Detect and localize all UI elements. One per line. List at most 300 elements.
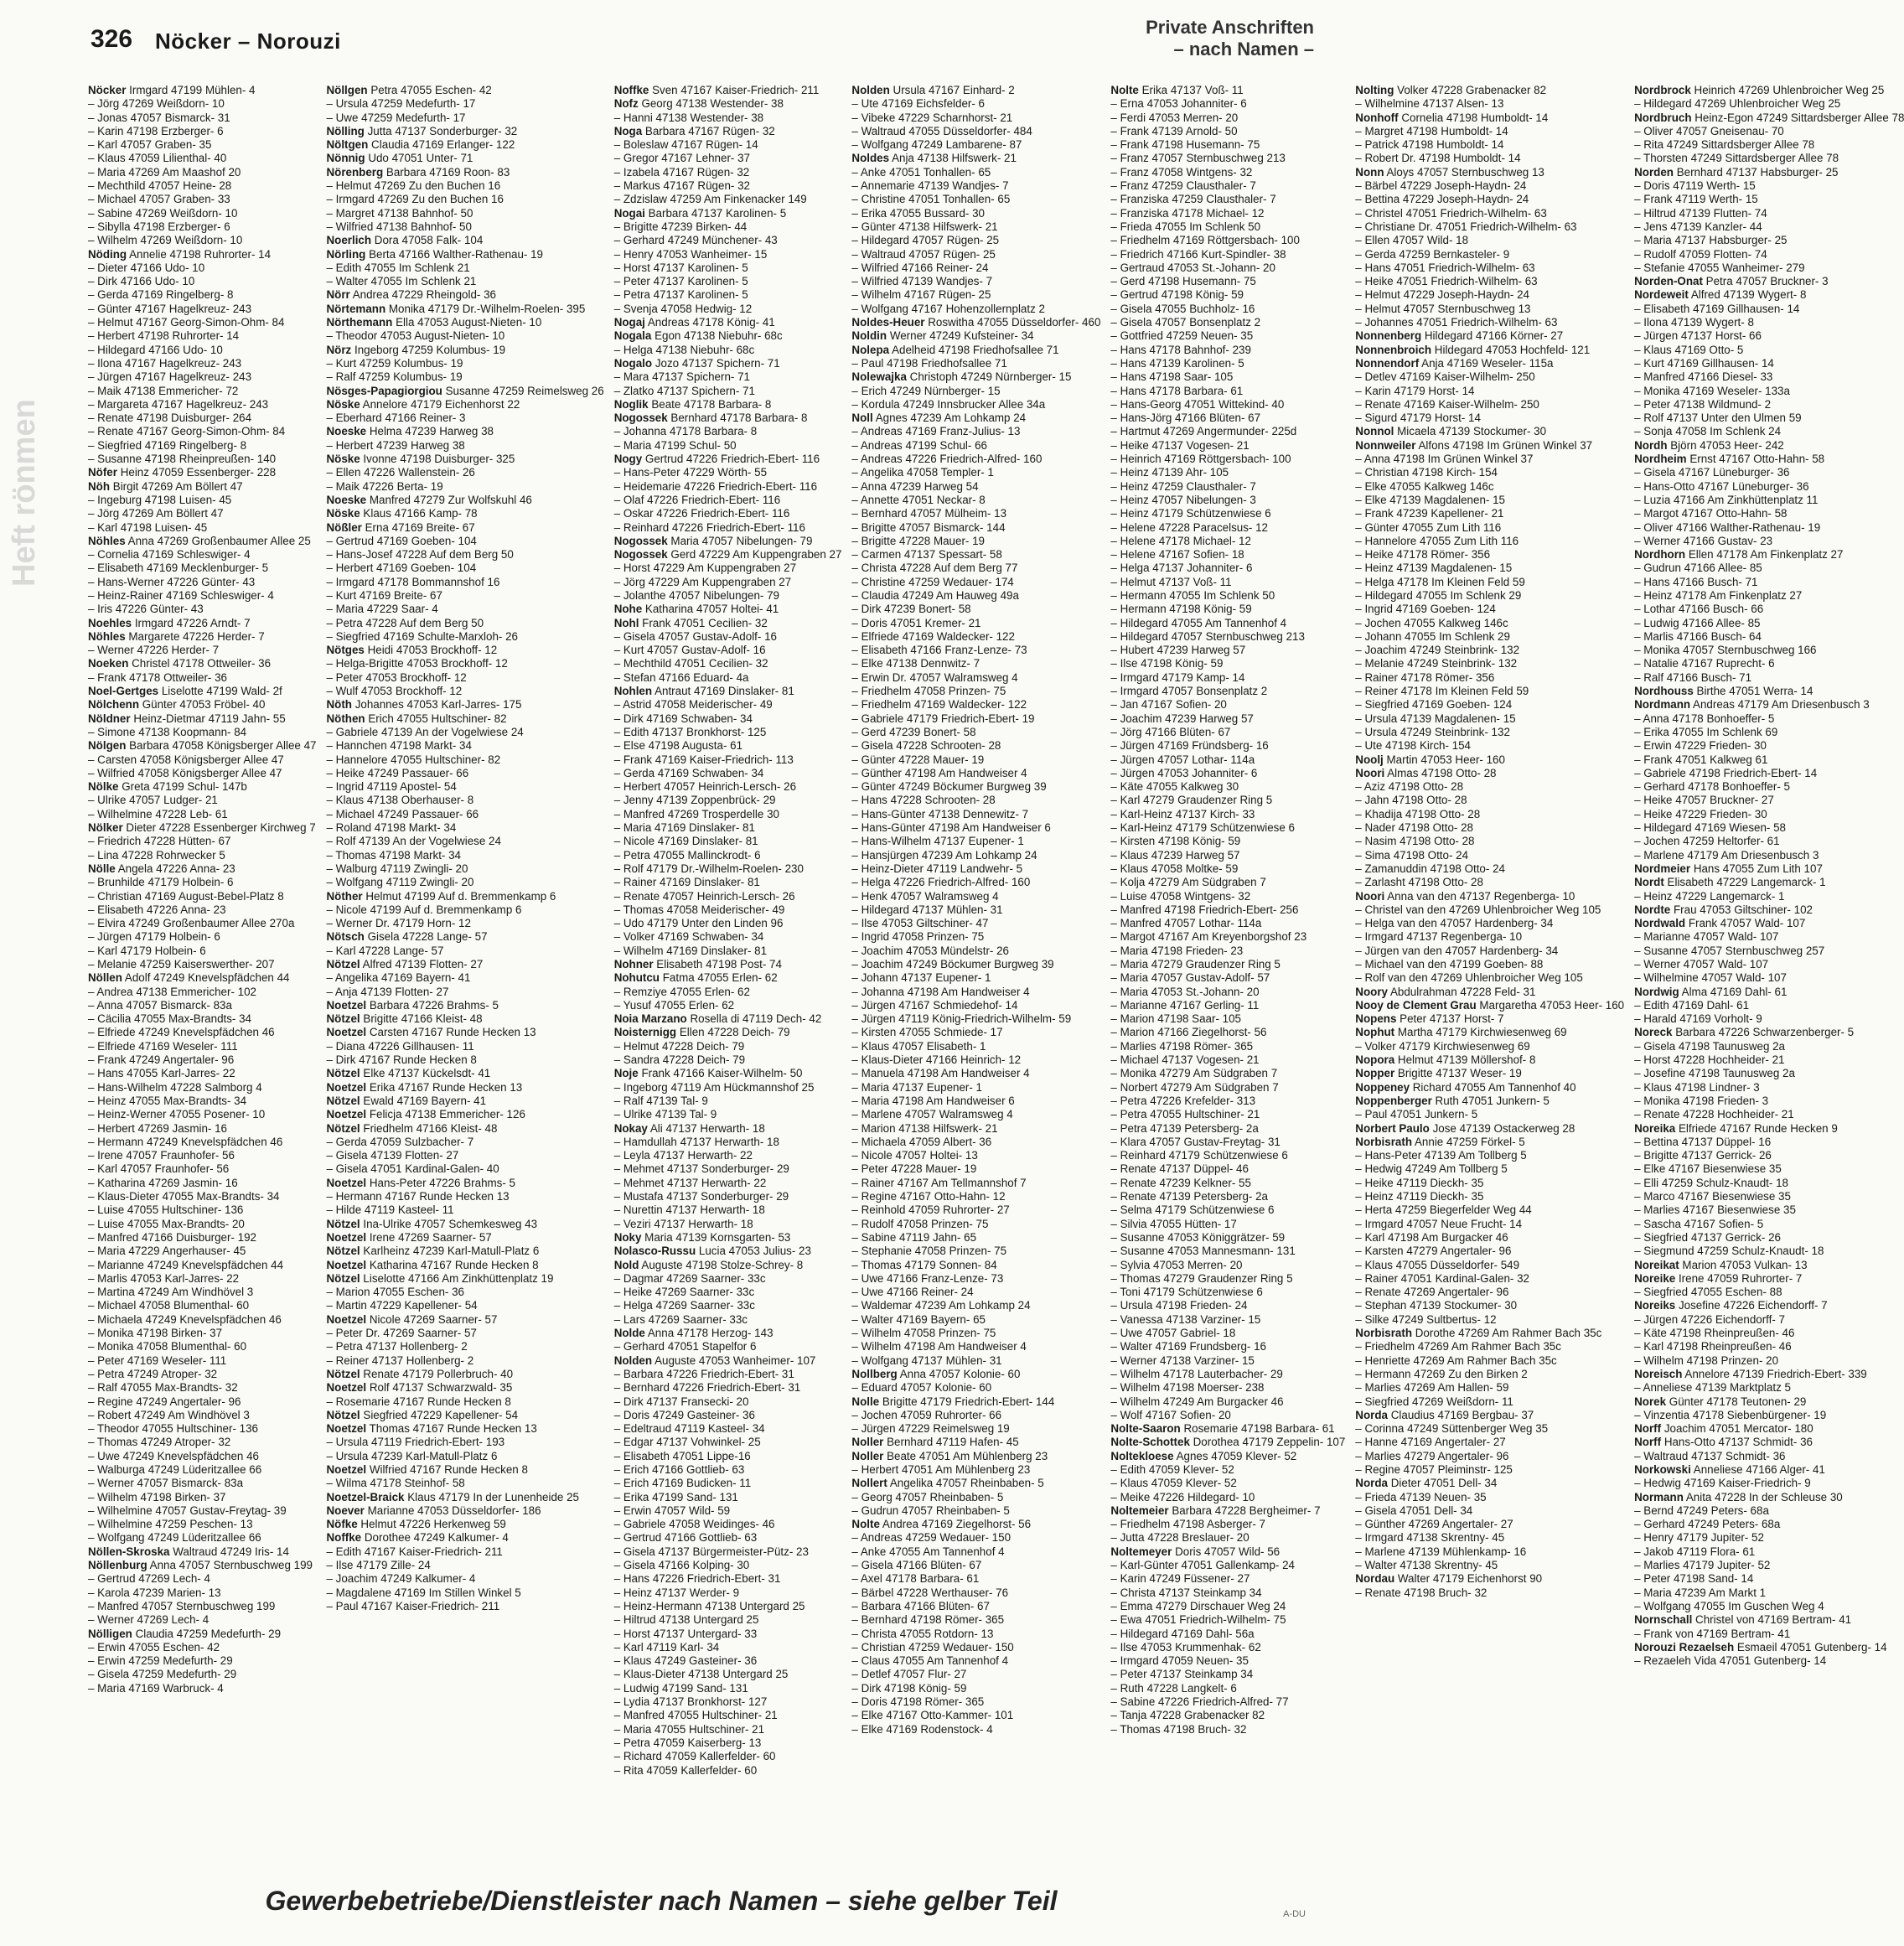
directory-entry	[614, 712, 842, 726]
entry-detail: – Manfred 47166 Diesel- 33	[1634, 370, 1773, 384]
directory-entry	[326, 548, 603, 562]
entry-detail: – Ilse 47053 Krummenhak- 62	[1110, 1640, 1261, 1654]
entry-detail: Alfred 47139 Wygert- 8	[1690, 288, 1807, 302]
entry-detail: Sven 47167 Kaiser-Friedrich- 211	[652, 84, 820, 96]
entry-detail: – Ewa 47051 Friedrich-Wilhelm- 75	[1110, 1613, 1286, 1627]
entry-detail: Frank 47051 Cecilien- 32	[642, 616, 768, 629]
entry-detail: Christoph 47249 Nürnberger- 15	[909, 370, 1072, 384]
entry-detail: – Frieda 47055 Im Schlenk 50	[1110, 220, 1261, 233]
directory-entry	[1110, 1723, 1345, 1736]
entry-detail: Roswitha 47055 Düsseldorfer- 460	[928, 316, 1101, 329]
directory-entry	[88, 316, 316, 329]
directory-entry	[1355, 125, 1624, 138]
entry-detail: – Maria 47055 Hultschiner- 21	[613, 1722, 765, 1736]
directory-entry	[851, 876, 1100, 889]
directory-entry	[614, 1641, 842, 1654]
directory-entry	[851, 603, 1100, 616]
entry-detail: Ewald 47169 Bayern- 41	[363, 1094, 487, 1107]
directory-entry	[1355, 794, 1624, 807]
entry-detail: – Manfred 47055 Hultschiner- 21	[613, 1709, 778, 1722]
entry-detail: – Wilfried 47139 Wandjes- 7	[851, 275, 993, 288]
directory-entry	[614, 1764, 842, 1778]
entry-surname: Noisternigg	[613, 1026, 677, 1039]
entry-detail: Claudia 47259 Medefurth- 29	[135, 1627, 282, 1640]
entry-detail: – Elke 47055 Kalkweg 146c	[1355, 479, 1494, 493]
entry-surname: Nöllenburg	[88, 1559, 147, 1572]
entry-detail: – Luzia 47166 Am Zinkhüttenplatz 11	[1634, 493, 1819, 506]
directory-entry	[1355, 1313, 1624, 1327]
entry-detail: – Natalie 47167 Ruprecht- 6	[1634, 657, 1775, 670]
directory-entry	[1110, 808, 1345, 821]
directory-column	[88, 84, 316, 1861]
directory-entry	[1355, 1081, 1624, 1095]
entry-surname: Noreisch	[1634, 1367, 1683, 1380]
directory-entry	[326, 207, 603, 220]
entry-detail: Ursula 47167 Einhard- 2	[892, 84, 1015, 96]
entry-detail: – Dirk 47198 König- 59	[851, 1681, 967, 1695]
directory-entry	[614, 1723, 842, 1736]
entry-detail: – Petra 47226 Krefelder- 313	[1110, 1094, 1256, 1107]
directory-entry	[88, 1218, 316, 1231]
directory-entry	[1634, 494, 1904, 507]
directory-entry	[326, 657, 603, 670]
directory-entry	[614, 1149, 842, 1162]
directory-entry	[614, 1750, 842, 1763]
entry-detail: – Marion 47138 Hilfswerk- 21	[851, 1121, 998, 1135]
entry-surname: Nordeweit	[1634, 288, 1689, 302]
entry-detail: – Erich 47249 Nürnberger- 15	[851, 384, 1001, 397]
entry-surname: Nokay	[613, 1121, 648, 1135]
directory-entry	[1110, 1286, 1345, 1299]
directory-entry	[1355, 152, 1624, 165]
directory-entry	[88, 1586, 316, 1600]
directory-entry	[851, 535, 1100, 548]
directory-entry	[614, 1177, 842, 1190]
directory-entry	[1110, 288, 1345, 302]
directory-entry	[1634, 152, 1904, 165]
directory-entry	[88, 1162, 316, 1176]
entry-detail: – Brigitte 47137 Gerrick- 26	[1634, 1149, 1772, 1162]
entry-detail: – Franz 47259 Clausthaler- 7	[1110, 179, 1256, 193]
directory-entry	[1355, 1354, 1624, 1368]
entry-detail: – Renate 47239 Kelkner- 55	[1110, 1176, 1251, 1189]
directory-entry	[326, 986, 603, 999]
entry-detail: – Karl 47198 Rheinpreußen- 46	[1634, 1340, 1792, 1353]
entry-detail: – Friedhelm 47269 Am Rahmer Bach 35c	[1355, 1340, 1561, 1353]
entry-surname: Nordhouss	[1634, 685, 1694, 698]
directory-entry	[1634, 1040, 1904, 1053]
entry-surname: Normann	[1634, 1490, 1684, 1503]
directory-entry	[614, 589, 842, 603]
directory-entry	[326, 248, 603, 261]
directory-entry	[1110, 1245, 1345, 1258]
entry-detail: – Michael 47137 Vogesen- 21	[1110, 1053, 1260, 1067]
entry-detail: – Elisabeth 47226 Anna- 23	[88, 903, 226, 916]
entry-detail: – Frank von 47169 Bertram- 41	[1634, 1627, 1791, 1640]
entry-detail: – Jörg 47166 Blüten- 67	[1110, 725, 1231, 738]
directory-entry	[88, 1286, 316, 1299]
entry-surname: Noeske	[326, 425, 367, 438]
entry-detail: Angelika 47057 Rheinbaben- 5	[889, 1477, 1044, 1490]
entry-detail: – Manfred 47057 Sternbuschweg 199	[88, 1599, 276, 1612]
directory-entry	[851, 712, 1100, 726]
entry-detail: – Siegfried 47137 Gerrick- 26	[1634, 1230, 1782, 1244]
directory-entry	[851, 1518, 1100, 1531]
directory-entry	[1355, 288, 1624, 302]
directory-entry	[1355, 1559, 1624, 1572]
directory-entry	[88, 1136, 316, 1149]
entry-detail: Antraut 47169 Dinslaker- 81	[654, 685, 794, 698]
entry-detail: – Frank 47198 Husemann- 75	[1110, 138, 1260, 152]
directory-entry	[1634, 971, 1904, 985]
entry-detail: Erich 47055 Hultschiner- 82	[368, 712, 507, 725]
directory-entry	[851, 1723, 1100, 1736]
entry-detail: – Karl-Heinz 47137 Kirch- 33	[1110, 807, 1255, 820]
entry-detail: – Hans-Wilhelm 47228 Salmborg 4	[88, 1080, 262, 1094]
entry-detail: – Nicole 47169 Dinslaker- 81	[613, 835, 758, 848]
entry-detail: – Elke 47167 Otto-Kammer- 101	[851, 1709, 1014, 1722]
directory-entry	[614, 903, 842, 917]
entry-detail: Agnes 47059 Klever- 52	[1176, 1449, 1297, 1462]
entry-detail: – Maria 47169 Warbruck- 4	[88, 1681, 224, 1695]
entry-detail: – Roland 47198 Markt- 34	[326, 821, 457, 835]
entry-detail: – Hans 47198 Saar- 105	[1110, 370, 1234, 384]
directory-entry	[851, 999, 1100, 1012]
entry-detail: – Rosemarie 47167 Runde Hecken 8	[326, 1395, 511, 1408]
directory-entry	[88, 657, 316, 670]
entry-detail: Ingeborg 47259 Kolumbus- 19	[354, 343, 506, 356]
directory-entry	[614, 726, 842, 739]
directory-entry	[614, 1545, 842, 1559]
entry-surname: Noetzel	[326, 1176, 367, 1189]
directory-entry	[1110, 1067, 1345, 1080]
entry-surname: Nonnol	[1355, 425, 1394, 438]
entry-surname: Nordt	[1634, 876, 1664, 889]
entry-detail: Hildegard 47053 Hochfeld- 121	[1434, 343, 1591, 356]
directory-entry	[851, 316, 1100, 329]
directory-entry	[1110, 1122, 1345, 1136]
entry-surname: Nößler	[326, 520, 362, 534]
entry-detail: – Heike 47119 Dieckh- 35	[1355, 1176, 1484, 1189]
entry-detail: – Elke 47139 Magdalenen- 15	[1355, 493, 1505, 506]
directory-entry	[851, 1531, 1100, 1545]
directory-entry	[326, 1450, 603, 1463]
directory-entry	[326, 152, 603, 165]
entry-detail: – Petra 47055 Mallinckrodt- 6	[613, 848, 761, 862]
entry-detail: – Henriette 47269 Am Rahmer Bach 35c	[1355, 1353, 1557, 1367]
entry-detail: – Jan 47167 Sofien- 20	[1110, 698, 1227, 712]
directory-entry	[1110, 111, 1345, 125]
directory-entry	[1110, 780, 1345, 794]
entry-detail: Barbara 47167 Rügen- 32	[644, 124, 775, 137]
directory-entry	[88, 1354, 316, 1368]
entry-detail: – Klaus-Dieter 47055 Max-Brandts- 34	[88, 1190, 280, 1203]
entry-detail: – Margret 47198 Humboldt- 14	[1355, 124, 1508, 137]
directory-entry	[1355, 111, 1624, 125]
entry-surname: Nonn	[1355, 165, 1384, 179]
directory-entry	[88, 1572, 316, 1586]
entry-detail: – Irmgard 47057 Neue Frucht- 14	[1355, 1217, 1523, 1230]
directory-entry	[88, 111, 316, 125]
entry-surname: Nohutcu	[613, 971, 660, 985]
entry-detail: – Vanessa 47138 Varziner- 15	[1110, 1312, 1261, 1326]
entry-detail: – Karin 47198 Erzberger- 6	[88, 124, 224, 137]
entry-surname: Norouzi Rezaelseh	[1634, 1640, 1735, 1654]
directory-entry	[614, 849, 842, 862]
entry-detail: Frank 47057 Wald- 107	[1688, 917, 1806, 930]
directory-entry	[326, 1177, 603, 1190]
directory-entry	[88, 288, 316, 302]
directory-entry	[88, 261, 316, 275]
directory-entry	[614, 1368, 842, 1381]
entry-detail: – Georg 47057 Rheinbaben- 5	[851, 1490, 1004, 1503]
entry-detail: Katharina 47167 Runde Hecken 8	[369, 1258, 539, 1271]
entry-surname: Nöh	[88, 479, 111, 493]
entry-detail: – Silke 47249 Sultbertus- 12	[1355, 1312, 1497, 1326]
directory-entry	[614, 1463, 842, 1477]
entry-detail: Dora 47058 Falk- 104	[374, 234, 484, 247]
entry-surname: Nörr	[326, 288, 350, 302]
directory-entry	[1634, 917, 1904, 930]
entry-detail: – Petra 47137 Karolinen- 5	[613, 288, 748, 302]
entry-detail: – Jonas 47057 Bismarck- 31	[88, 111, 230, 124]
entry-detail: – Markus 47167 Rügen- 32	[613, 179, 750, 193]
directory-entry	[1355, 1572, 1624, 1586]
directory-entry	[1634, 1299, 1904, 1312]
entry-detail: – Michael 47057 Graben- 33	[88, 193, 230, 206]
directory-entry	[1110, 1354, 1345, 1368]
directory-entry	[851, 986, 1100, 999]
directory-entry	[1634, 1368, 1904, 1381]
entry-detail: – Bärbel 47229 Joseph-Haydn- 24	[1355, 179, 1527, 193]
entry-detail: – Marlies 47179 Jupiter- 52	[1634, 1559, 1771, 1572]
entry-detail: – Werner 47226 Herder- 7	[88, 644, 220, 657]
directory-entry	[88, 179, 316, 193]
entry-detail: Barbara 47228 Bergheimer- 7	[1172, 1503, 1321, 1517]
entry-detail: Bernhard 47178 Barbara- 8	[670, 411, 808, 425]
entry-detail: – Jürgen 47169 Fründsberg- 16	[1110, 739, 1269, 753]
entry-surname: Noppenberger	[1355, 1094, 1432, 1107]
directory-entry	[326, 808, 603, 821]
entry-detail: – Regine 47249 Angertaler- 96	[88, 1395, 241, 1408]
directory-entry	[326, 1040, 603, 1053]
entry-detail: – Gertraud 47053 St.-Johann- 20	[1110, 261, 1275, 274]
directory-entry	[1355, 1477, 1624, 1490]
entry-surname: Noia Marzano	[613, 1012, 687, 1026]
directory-entry	[1634, 767, 1904, 780]
entry-surname: Noreikat	[1634, 1258, 1679, 1271]
directory-entry	[1355, 1504, 1624, 1518]
directory-entry	[851, 1641, 1100, 1654]
entry-detail: – Henry 47053 Wanheimer- 15	[613, 247, 768, 261]
entry-surname: Nolde	[613, 1327, 645, 1340]
entry-detail: – Jürgen 47057 Lothar- 114a	[1110, 753, 1255, 766]
entry-surname: Noetzel	[326, 1381, 367, 1395]
directory-entry	[851, 1340, 1100, 1353]
entry-detail: – Kirsten 47055 Schmiede- 17	[851, 1026, 1003, 1039]
entry-detail: – Klaus 47058 Moltke- 59	[1110, 862, 1239, 875]
entry-detail: – Thomas 47279 Graudenzer Ring 5	[1110, 1271, 1293, 1285]
directory-entry	[326, 671, 603, 685]
directory-entry	[851, 1628, 1100, 1641]
entry-surname: Noky	[613, 1230, 642, 1244]
entry-detail: – Marlies 47167 Biesenwiese 35	[1634, 1203, 1796, 1217]
entry-detail: – Klaus-Dieter 47138 Untergard 25	[613, 1668, 789, 1681]
directory-entry	[88, 986, 316, 999]
directory-entry	[1634, 1613, 1904, 1627]
entry-detail: – Nasim 47198 Otto- 28	[1355, 835, 1475, 848]
entry-detail: – Karsten 47279 Angertaler- 96	[1355, 1245, 1512, 1258]
directory-entry	[1634, 644, 1904, 657]
entry-detail: – Josefine 47198 Taunusweg 2a	[1634, 1067, 1795, 1080]
directory-entry	[1110, 370, 1345, 384]
entry-detail: – Erika 47199 Sand- 131	[613, 1490, 738, 1503]
entry-detail: – Reinhard 47226 Friedrich-Ebert- 116	[613, 520, 805, 534]
directory-entry	[88, 1095, 316, 1108]
entry-detail: – Edith 47167 Kaiser-Friedrich- 211	[326, 1545, 503, 1558]
directory-entry	[326, 1259, 603, 1272]
entry-detail: – Marion 47198 Saar- 105	[1110, 1012, 1241, 1026]
entry-detail: – Dirk 47167 Runde Hecken 8	[326, 1053, 477, 1067]
entry-surname: Noreck	[1634, 1026, 1673, 1039]
entry-detail: – Margret 47138 Bahnhof- 50	[326, 206, 473, 220]
entry-detail: Liselotte 47166 Am Zinkhüttenplatz 19	[363, 1271, 554, 1285]
entry-detail: – Erika 47055 Im Schlenk 69	[1634, 725, 1778, 738]
entry-detail: – Martin 47229 Kapellener- 54	[326, 1299, 478, 1312]
entry-surname: Nölligen	[88, 1627, 132, 1640]
entry-detail: Josefine 47226 Eichendorff- 7	[1678, 1299, 1828, 1312]
directory-entry	[851, 1012, 1100, 1026]
entry-detail: – Wilhelm 47198 Birken- 37	[88, 1490, 226, 1503]
directory-entry	[851, 370, 1100, 384]
entry-detail: Claudius 47169 Bergbau- 37	[1390, 1408, 1534, 1421]
entry-detail: – Elfriede 47169 Waldecker- 122	[851, 629, 1015, 643]
directory-entry	[851, 1572, 1100, 1586]
entry-detail: – Heike 47178 Römer- 356	[1355, 548, 1491, 562]
directory-entry	[88, 385, 316, 398]
entry-detail: – Svenja 47058 Hedwig- 12	[613, 302, 753, 315]
directory-entry	[88, 849, 316, 862]
directory-entry	[1355, 576, 1624, 589]
entry-surname: Nogalo	[613, 356, 653, 370]
entry-detail: – Wilhelm 47198 Moerser- 238	[1110, 1381, 1265, 1395]
entry-detail: – Irmgard 47137 Regenberga- 10	[1355, 930, 1523, 944]
directory-entry	[851, 1053, 1100, 1067]
directory-entry	[614, 316, 842, 329]
entry-detail: – Wilfried 47058 Königsberger Allee 47	[88, 766, 282, 779]
directory-entry	[614, 1709, 842, 1722]
directory-entry	[1355, 97, 1624, 111]
directory-entry	[326, 316, 603, 329]
entry-surname: Noetzel	[326, 1108, 367, 1121]
entry-detail: – Ilona 47167 Hagelkreuz- 243	[88, 356, 242, 370]
directory-entry	[326, 1559, 603, 1572]
entry-detail: – Horst 47229 Am Kuppengraben 27	[613, 562, 797, 575]
directory-entry	[851, 1299, 1100, 1312]
entry-detail: – Gertrud 47166 Gottlieb- 63	[613, 1531, 758, 1545]
directory-entry	[1634, 1518, 1904, 1531]
directory-entry	[851, 248, 1100, 261]
directory-entry	[88, 576, 316, 589]
entry-detail: Birthe 47051 Werra- 14	[1696, 685, 1813, 698]
directory-entry	[851, 1709, 1100, 1722]
directory-entry	[326, 1327, 603, 1340]
entry-detail: – Marlene 47179 Am Driesenbusch 3	[1634, 848, 1819, 862]
entry-detail: – Renate 47198 Bruch- 32	[1355, 1586, 1488, 1599]
entry-detail: – Manuela 47198 Am Handweiser 4	[851, 1067, 1030, 1080]
entry-detail: – Barbara 47226 Friedrich-Ebert- 31	[613, 1367, 794, 1380]
entry-detail: Elisabeth 47229 Langemarck- 1	[1667, 876, 1826, 889]
entry-detail: – Rudolf 47058 Prinzen- 75	[851, 1217, 989, 1230]
directory-entry	[1355, 1409, 1624, 1422]
entry-surname: Nöding	[88, 247, 127, 261]
entry-detail: – Katharina 47269 Jasmin- 16	[88, 1176, 238, 1189]
entry-detail: – Magdalene 47169 Im Stillen Winkel 5	[326, 1586, 521, 1599]
entry-detail: Heinz 47059 Essenberger- 228	[120, 466, 277, 479]
directory-entry	[851, 739, 1100, 753]
directory-entry	[614, 1654, 842, 1668]
directory-entry	[1634, 1572, 1904, 1586]
entry-detail: – Rudolf 47059 Flotten- 74	[1634, 247, 1767, 261]
entry-detail: – Friedrich 47166 Kurt-Spindler- 38	[1110, 247, 1286, 261]
directory-entry	[851, 958, 1100, 971]
entry-detail: Ernst 47167 Otto-Hahn- 58	[1689, 453, 1825, 466]
directory-entry	[1634, 753, 1904, 767]
directory-entry	[851, 1313, 1100, 1327]
entry-detail: – Karl 47057 Fraunhofer- 56	[88, 1162, 230, 1176]
entry-detail: – Petra 47055 Hultschiner- 21	[1110, 1108, 1260, 1121]
directory-entry	[851, 329, 1100, 343]
directory-entry	[851, 726, 1100, 739]
directory-entry	[1634, 999, 1904, 1012]
entry-surname: Nollberg	[851, 1367, 898, 1380]
directory-entry	[1110, 303, 1345, 316]
entry-detail: Andreas 47178 König- 41	[647, 316, 775, 329]
directory-entry	[1110, 1491, 1345, 1504]
directory-entry	[614, 111, 842, 125]
entry-surname: Nopens	[1355, 1012, 1397, 1026]
entry-detail: – Mehmet 47137 Sonderburger- 29	[613, 1162, 789, 1176]
entry-detail: Marion 47053 Vulkan- 13	[1682, 1258, 1808, 1271]
directory-entry	[1634, 726, 1904, 739]
directory-entry	[88, 862, 316, 876]
directory-entry	[851, 657, 1100, 670]
directory-entry	[1355, 370, 1624, 384]
entry-detail: – Marlene 47139 Mühlenkamp- 16	[1355, 1545, 1527, 1558]
entry-detail: – Doris 47198 Römer- 365	[851, 1695, 985, 1709]
entry-detail: Barbara 47226 Brahms- 5	[369, 998, 499, 1012]
entry-detail: – Yusuf 47055 Erlen- 62	[613, 998, 735, 1012]
entry-detail: Anna 47057 Kolonie- 60	[899, 1367, 1021, 1380]
entry-detail: – Joachim 47249 Kalkumer- 4	[326, 1572, 476, 1586]
entry-detail: Dorothea 47179 Zeppelin- 107	[1193, 1436, 1346, 1449]
directory-entry	[1110, 316, 1345, 329]
entry-detail: – Ulrike 47057 Ludger- 21	[88, 794, 218, 807]
directory-entry	[88, 1600, 316, 1613]
entry-detail: – Elisabeth 47169 Mecklenburger- 5	[88, 562, 269, 575]
directory-entry	[1355, 1340, 1624, 1353]
entry-detail: Johannes 47053 Karl-Jarres- 175	[354, 698, 522, 712]
entry-detail: – Siegfried 47169 Ringelberg- 8	[88, 438, 247, 452]
entry-detail: – Silvia 47055 Hütten- 17	[1110, 1217, 1237, 1230]
directory-entry	[326, 1245, 603, 1258]
directory-entry	[614, 303, 842, 316]
directory-entry	[88, 166, 316, 179]
directory-entry	[851, 97, 1100, 111]
directory-entry	[326, 1162, 603, 1176]
directory-entry	[1355, 535, 1624, 548]
entry-surname: Noetzel	[326, 1080, 367, 1094]
